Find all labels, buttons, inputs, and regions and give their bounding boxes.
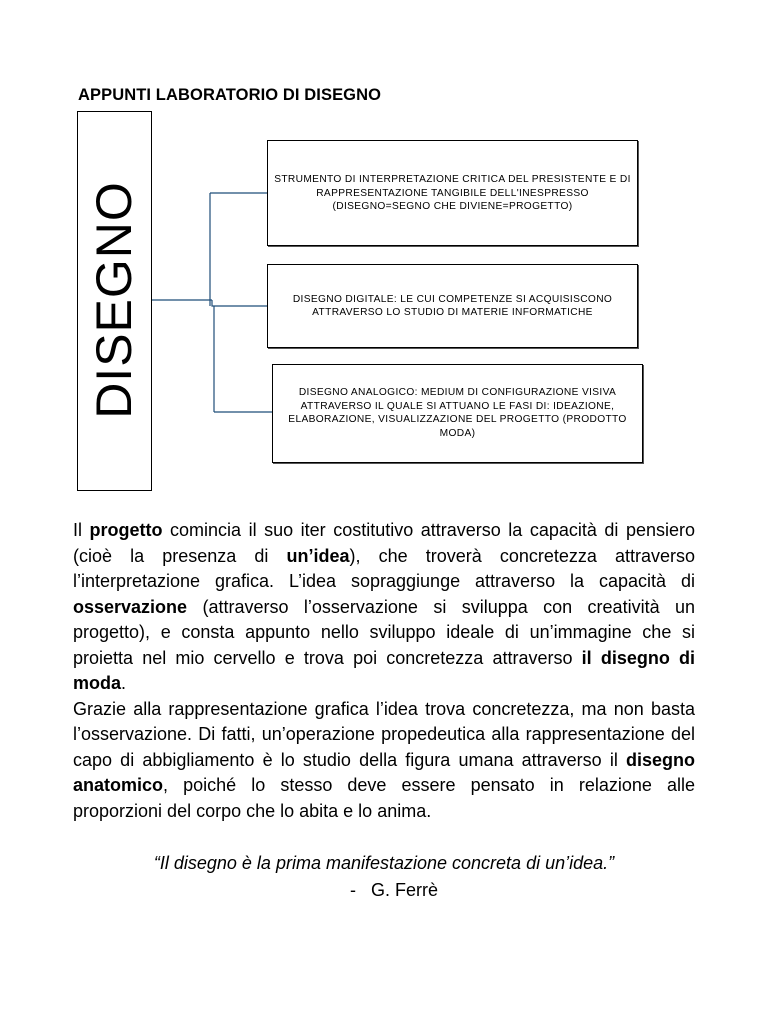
emphasis-disegno-anatomico: disegno anatomico	[73, 749, 695, 795]
body-text	[73, 518, 695, 824]
disegno-vertical-title: DISEGNO	[86, 181, 142, 419]
attribution-author: G. Ferrè	[371, 880, 439, 900]
definition-text: DISEGNO ANALOGICO: MEDIUM DI CONFIGURAZIONE VISIVA ATTRAVERSO IL QUALE SI ATTUANO LE FASI DI: IDEAZIONE, ELABORAZIONE, VISUALIZZAZIONE DEL PROGETTO (PRODOTTO MODA)	[288, 387, 627, 439]
connector-to-box-2	[212, 300, 267, 306]
emphasis-osservazione: osservazione	[73, 596, 188, 617]
emphasis-un-idea: un’idea	[286, 545, 350, 566]
emphasis-progetto: progetto	[89, 520, 163, 540]
paragraph-representation: Grazie alla rappresentazione grafica l’idea trova concretezza, ma non basta l’osservazione. Di fatti, un’operazione propedeutica alla rappresentazione del capo di abbigliamento è lo studio della figura umana attraverso il disegno anatomico, poiché lo stesso deve essere pensato in relazione alle proporzioni del corpo che lo abita e lo anima.	[73, 698, 695, 821]
definition-box-digital-drawing	[267, 264, 638, 348]
definition-text: DISEGNO DIGITALE: LE CUI COMPETENZE SI ACQUISISCONO ATTRAVERSO LO STUDIO DI MATERIE INFORMATICHE	[292, 293, 613, 318]
attribution-dash: -	[350, 880, 356, 900]
paragraph-project: Il progetto comincia il suo iter costitutivo attraverso la capacità di pensiero (cioè la presenza di un’idea), che troverà concretezza attraverso l’interpretazione grafica. L’idea sopraggiunge attraverso la capacità di osservazione (attraverso l’osservazione si sviluppa con creatività un progetto), e consta appunto nello sviluppo ideale di un’immagine che si proietta nel mio cervello e trova poi concretezza attraverso il disegno di moda.	[73, 520, 695, 693]
page-title: APPUNTI LABORATORIO DI DISEGNO	[78, 86, 382, 104]
definition-text: STRUMENTO DI INTERPRETAZIONE CRITICA DEL PRESISTENTE E DI RAPPRESENTAZIONE TANGIBILE DELL'INESPRESSO (DISEGNO=SEGNO CHE DIVIENE=PROGETTO)	[274, 174, 631, 212]
definition-box-analog-drawing	[272, 364, 643, 463]
definition-box-critical-tool	[267, 140, 638, 246]
emphasis-disegno-di-moda: il disegno di moda	[73, 647, 695, 693]
quote: “Il disegno è la prima manifestazione concreta di un’idea.”	[153, 853, 615, 873]
quote-attribution	[350, 880, 438, 901]
